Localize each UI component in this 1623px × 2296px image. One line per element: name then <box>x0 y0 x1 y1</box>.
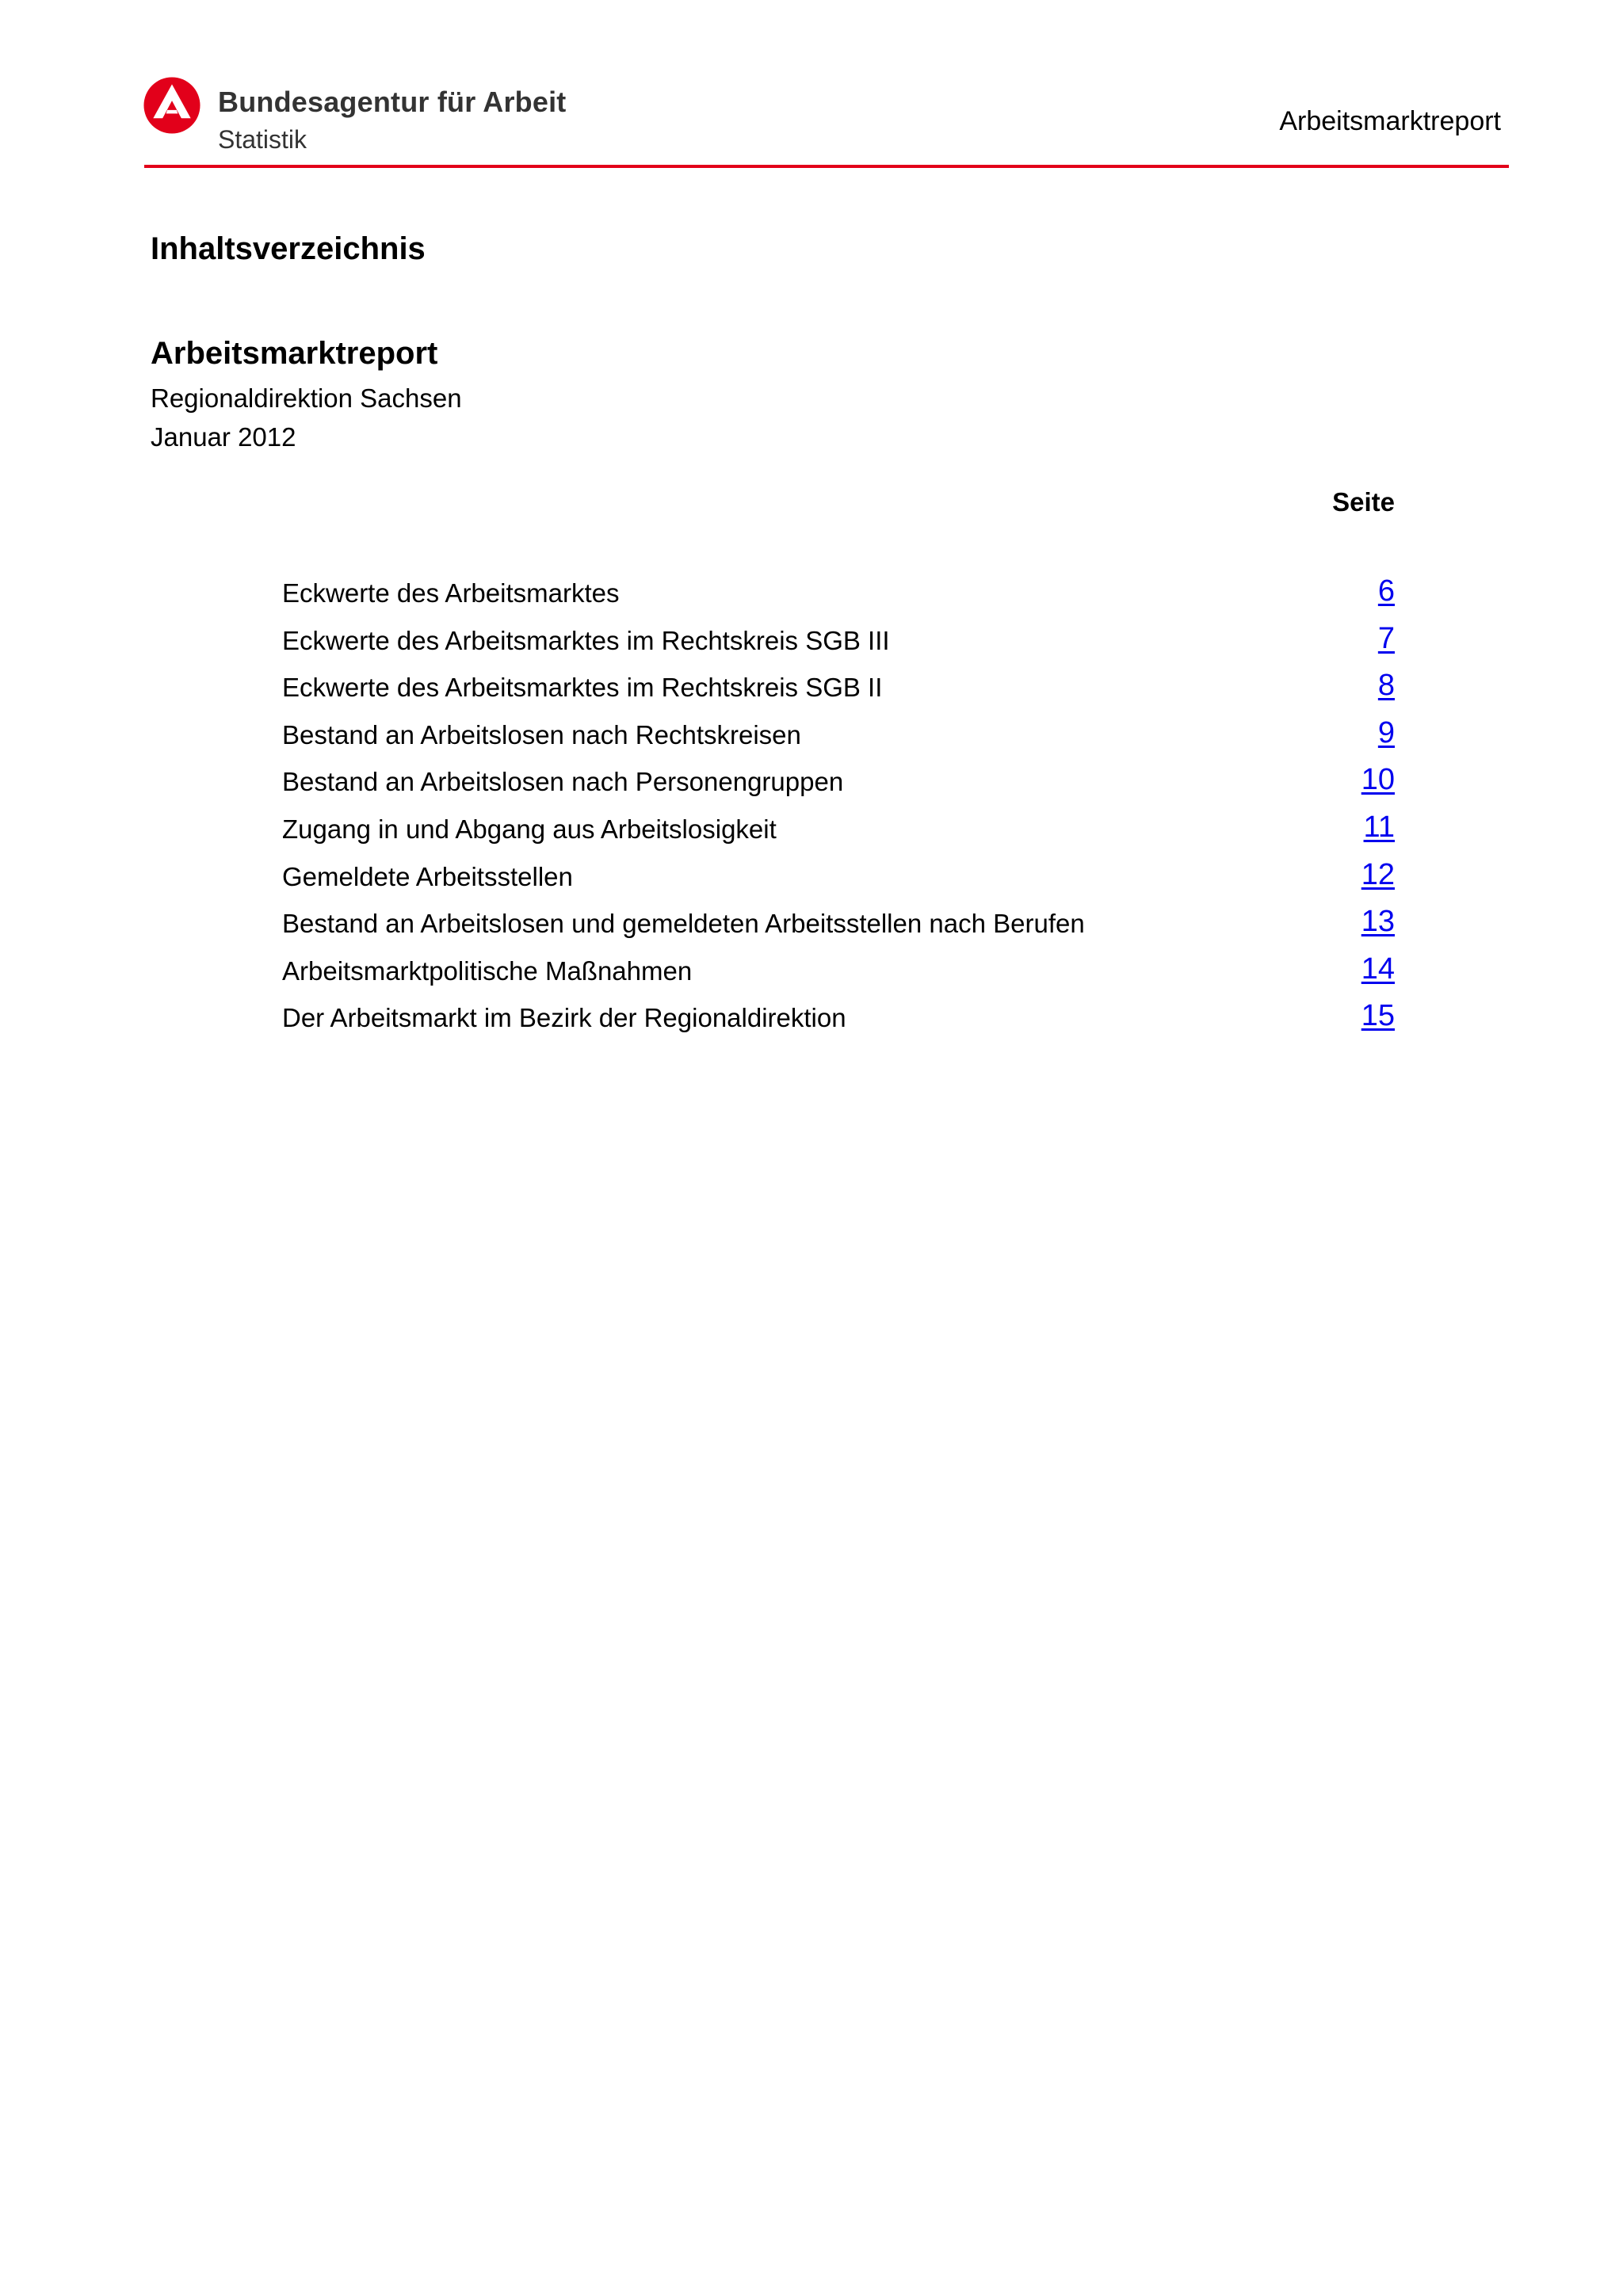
toc-entry-title: Bestand an Arbeitslosen nach Rechtskreisen <box>282 719 801 749</box>
toc-entry-title: Gemeldete Arbeitsstellen <box>282 861 573 891</box>
toc-entry-title: Eckwerte des Arbeitsmarktes im Rechtskreis SGB III <box>282 625 890 655</box>
toc-entry-title: Zugang in und Abgang aus Arbeitslosigkeit <box>282 814 777 844</box>
toc-entry <box>282 715 1395 768</box>
toc-page-link[interactable]: 14 <box>1361 952 1395 986</box>
toc-entry <box>282 857 1395 910</box>
toc-entry-title: Eckwerte des Arbeitsmarktes im Rechtskreis SGB II <box>282 673 883 703</box>
toc-page-link[interactable]: 7 <box>1377 621 1395 655</box>
toc-entry <box>282 669 1395 720</box>
toc-page-link[interactable]: 12 <box>1361 857 1395 891</box>
report-period: Januar 2012 <box>151 422 296 452</box>
page-header <box>143 73 1507 168</box>
report-title: Arbeitsmarktreport <box>151 336 438 371</box>
page-column-label: Seite <box>1332 487 1395 517</box>
department-name: Statistik <box>218 125 307 154</box>
toc-page-link[interactable]: 10 <box>1361 763 1395 797</box>
toc-entry <box>282 574 1395 626</box>
toc-entry-title: Bestand an Arbeitslosen und gemeldeten Arbeitsstellen nach Berufen <box>282 909 1085 939</box>
toc-list <box>282 574 1395 1051</box>
toc-entry <box>282 810 1395 862</box>
ba-logo-icon <box>143 76 201 135</box>
document-type-label: Arbeitsmarktreport <box>1279 106 1501 136</box>
toc-entry <box>282 621 1395 673</box>
toc-page-link[interactable]: 8 <box>1377 669 1395 703</box>
toc-entry <box>282 905 1395 956</box>
toc-heading: Inhaltsverzeichnis <box>151 231 426 266</box>
toc-page-link[interactable]: 9 <box>1377 715 1395 749</box>
toc-entry <box>282 952 1395 1004</box>
toc-entry-title: Der Arbeitsmarkt im Bezirk der Regionaldirektion <box>282 1003 846 1033</box>
toc-entry <box>282 763 1395 814</box>
toc-entry-title: Bestand an Arbeitslosen nach Personengruppen <box>282 767 844 797</box>
toc-page-link[interactable]: 6 <box>1377 574 1395 608</box>
toc-page-link[interactable]: 13 <box>1361 905 1395 939</box>
report-region: Regionaldirektion Sachsen <box>151 383 462 413</box>
header-divider <box>144 165 1509 168</box>
organization-name: Bundesagentur für Arbeit <box>218 86 567 118</box>
toc-entry <box>282 999 1395 1051</box>
toc-entry-title: Arbeitsmarktpolitische Maßnahmen <box>282 955 693 986</box>
toc-page-link[interactable]: 15 <box>1361 999 1395 1033</box>
toc-page-link[interactable]: 11 <box>1363 810 1395 844</box>
toc-entry-title: Eckwerte des Arbeitsmarktes <box>282 578 620 608</box>
